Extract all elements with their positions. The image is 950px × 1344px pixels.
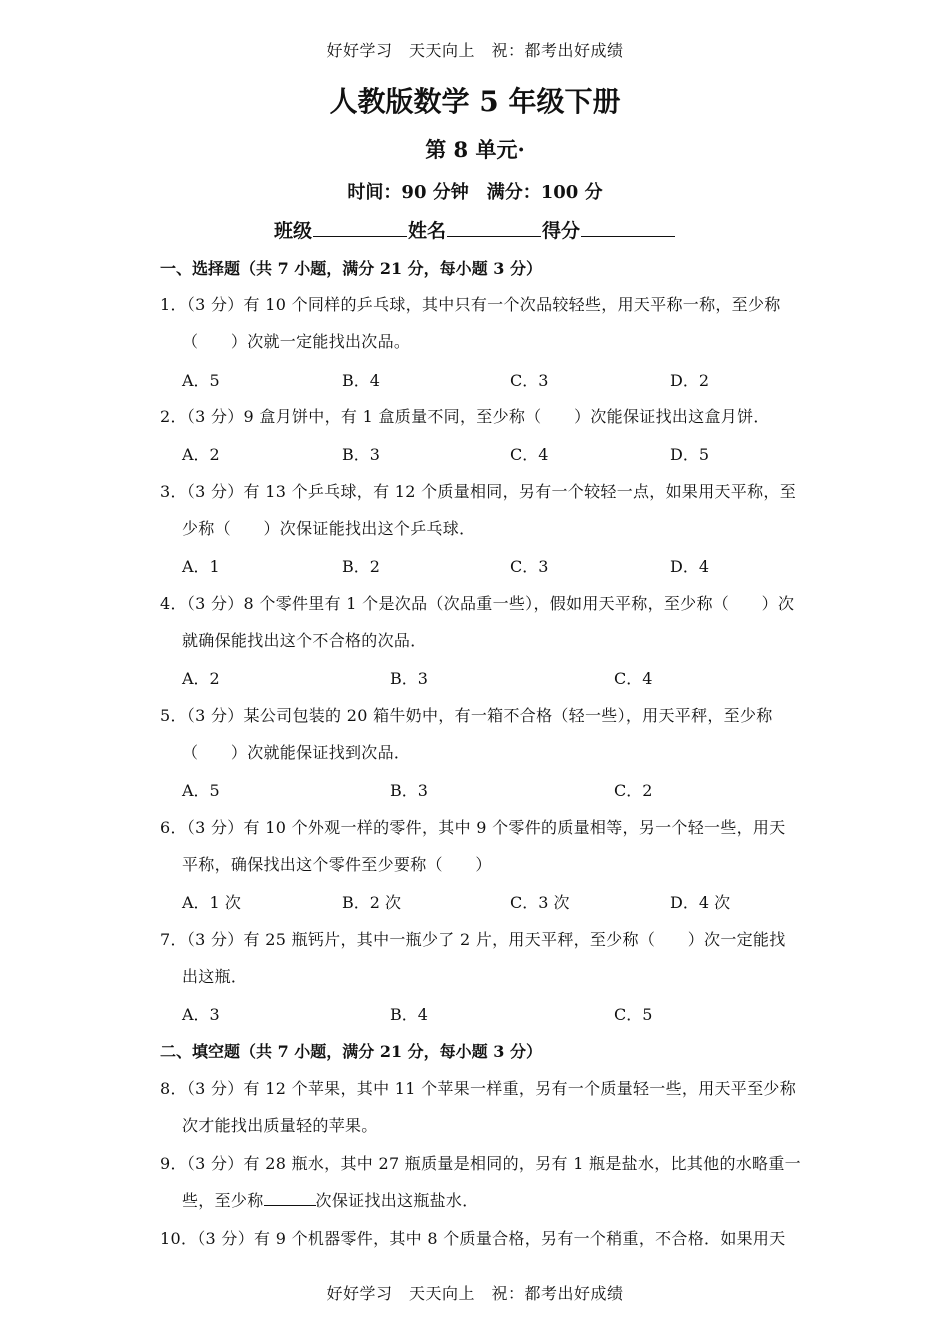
name-blank[interactable] (447, 235, 541, 237)
page-title: 人教版数学 5 年级下册 (329, 85, 621, 118)
q1-option-a[interactable]: A．5 (182, 371, 220, 390)
q7-option-a[interactable]: A．3 (182, 1005, 220, 1024)
question-8-line2: 次才能找出质量轻的苹果。 (182, 1116, 378, 1135)
q1-option-b[interactable]: B．4 (342, 371, 380, 390)
exam-meta: 时间：90 分钟 满分：100 分 (347, 182, 603, 203)
question-4-line2: 就确保能找出这个不合格的次品． (182, 631, 427, 650)
q1-option-d[interactable]: D．2 (670, 371, 710, 390)
question-5-line1: 5．（3 分）某公司包装的 20 箱牛奶中，有一箱不合格（轻一些），用天平秤，至少称 (160, 706, 773, 725)
question-10-line1: 10．（3 分）有 9 个机器零件，其中 8 个质量合格，另有一个稍重，不合格．如果用天 (160, 1229, 786, 1248)
q2-option-d[interactable]: D．5 (670, 445, 710, 464)
question-9-line2 (182, 1188, 479, 1211)
q7-option-c[interactable]: C．5 (614, 1005, 653, 1024)
q9-answer-blank[interactable] (264, 1204, 316, 1206)
q4-option-c[interactable]: C．4 (614, 669, 653, 688)
question-3-line1: 3．（3 分）有 13 个乒乓球，有 12 个质量相同，另有一个较轻一点，如果用天平称，至 (160, 482, 797, 501)
q6-option-b[interactable]: B．2 次 (342, 893, 402, 912)
unit-subtitle: 第 8 单元· (425, 137, 525, 162)
q3-option-d[interactable]: D．4 (670, 557, 710, 576)
q2-option-c[interactable]: C．4 (510, 445, 549, 464)
student-fields (0, 216, 950, 243)
question-7-line1: 7．（3 分）有 25 瓶钙片，其中一瓶少了 2 片，用天平秤，至少称（ ）次一定能找 (160, 930, 786, 949)
question-1-line2: （ ）次就一定能找出次品。 (182, 332, 411, 351)
class-label: 班级 (273, 220, 312, 242)
q9-text-after: 次保证找出这瓶盐水． (315, 1191, 479, 1210)
score-blank[interactable] (581, 235, 675, 237)
question-9-line1: 9．（3 分）有 28 瓶水，其中 27 瓶质量是相同的，另有 1 瓶是盐水，比其他的水略重一 (160, 1154, 801, 1173)
question-6-line1: 6．（3 分）有 10 个外观一样的零件，其中 9 个零件的质量相等，另一个轻一些，用天 (160, 818, 786, 837)
score-label: 得分 (542, 220, 581, 242)
q4-option-b[interactable]: B．3 (390, 669, 428, 688)
q1-option-c[interactable]: C．3 (510, 371, 549, 390)
q5-option-a[interactable]: A．5 (182, 781, 220, 800)
q6-option-d[interactable]: D．4 次 (670, 893, 731, 912)
q5-option-b[interactable]: B．3 (390, 781, 428, 800)
q3-option-a[interactable]: A．1 (182, 557, 220, 576)
question-5-line2: （ ）次就能保证找到次品． (182, 743, 411, 762)
q5-option-c[interactable]: C．2 (614, 781, 653, 800)
question-7-line2: 出这瓶． (182, 967, 248, 986)
question-8-line1: 8．（3 分）有 12 个苹果，其中 11 个苹果一样重，另有一个质量轻一些，用天平至少称 (160, 1079, 797, 1098)
question-6-line2: 平称，确保找出这个零件至少要称（ ） (182, 855, 492, 874)
q4-option-a[interactable]: A．2 (182, 669, 220, 688)
q9-text-before: 些，至少称 (182, 1191, 264, 1210)
class-blank[interactable] (313, 235, 407, 237)
q3-option-b[interactable]: B．2 (342, 557, 380, 576)
q7-option-b[interactable]: B．4 (390, 1005, 428, 1024)
name-label: 姓名 (407, 220, 446, 242)
question-1-line1: 1．（3 分）有 10 个同样的乒乓球，其中只有一个次品较轻些，用天平称一称，至少称 (160, 295, 781, 314)
page-footer: 好好学习 天天向上 祝：都考出好成绩 (326, 1284, 624, 1303)
q3-option-c[interactable]: C．3 (510, 557, 549, 576)
q2-option-b[interactable]: B．3 (342, 445, 380, 464)
section-fill-heading: 二、填空题（共 7 小题，满分 21 分，每小题 3 分） (160, 1042, 542, 1061)
q6-option-c[interactable]: C．3 次 (510, 893, 570, 912)
question-2-line1: 2．（3 分）9 盒月饼中，有 1 盒质量不同，至少称（ ）次能保证找出这盒月饼． (160, 407, 770, 426)
section-choice-heading: 一、选择题（共 7 小题，满分 21 分，每小题 3 分） (160, 259, 542, 278)
question-3-line2: 少称（ ）次保证能找出这个乒乓球． (182, 519, 476, 538)
page-header: 好好学习 天天向上 祝：都考出好成绩 (326, 41, 624, 60)
q2-option-a[interactable]: A．2 (182, 445, 220, 464)
question-4-line1: 4．（3 分）8 个零件里有 1 个是次品（次品重一些），假如用天平称，至少称（ ）次 (160, 594, 795, 613)
q6-option-a[interactable]: A．1 次 (182, 893, 241, 912)
